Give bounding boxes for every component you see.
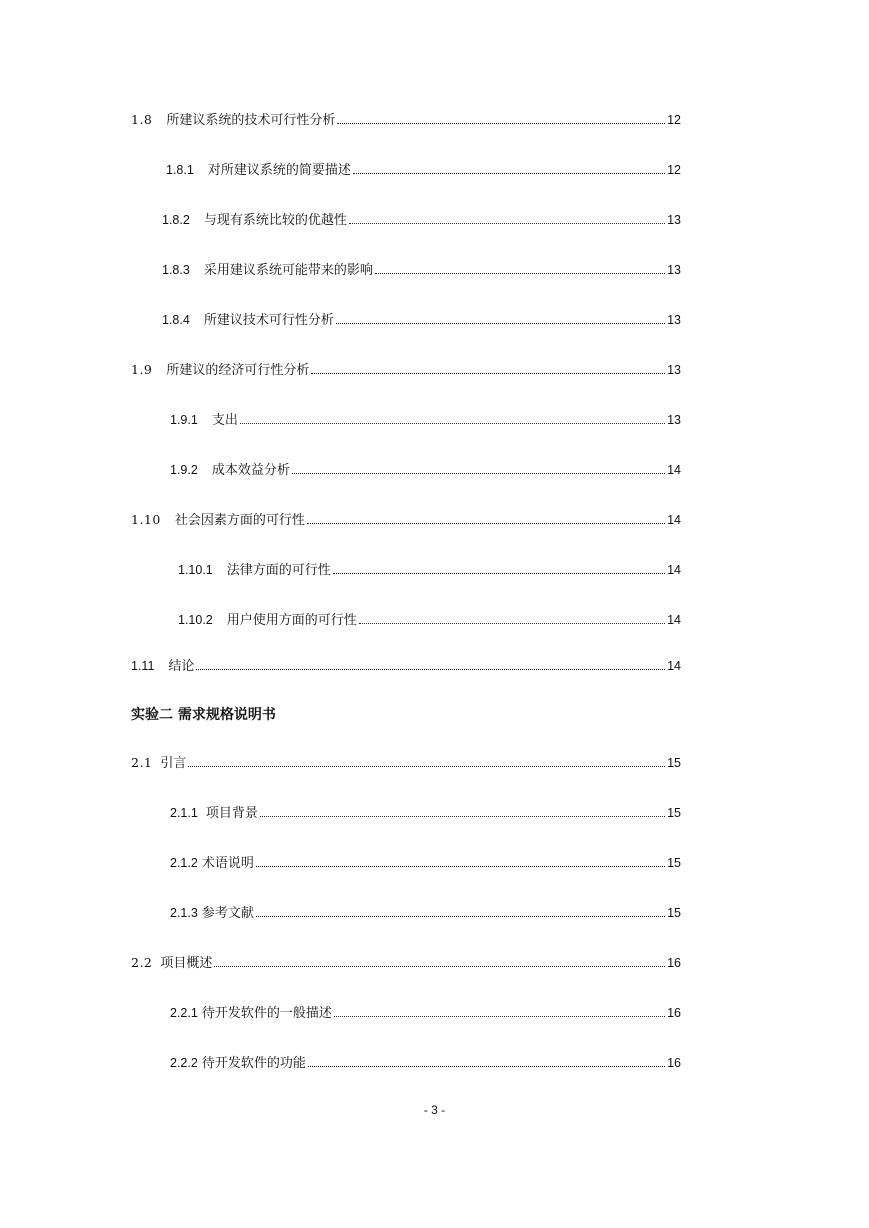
toc-leader-dots xyxy=(353,173,665,174)
toc-number: 1.8 xyxy=(131,112,153,127)
toc-leader-dots xyxy=(336,323,665,324)
toc-entry-2-2-2[interactable] xyxy=(170,1054,681,1073)
toc-title: 引言 xyxy=(160,756,187,771)
toc-number: 1.8.2 xyxy=(162,213,190,227)
toc-leader-dots xyxy=(240,423,665,424)
toc-leader-dots xyxy=(334,1016,665,1017)
toc-page-number: 16 xyxy=(667,956,681,970)
toc-page-number: 14 xyxy=(667,563,681,577)
toc-entry-2-2[interactable] xyxy=(131,954,681,973)
toc-title: 项目背景 xyxy=(205,806,258,821)
toc-title: 待开发软件的功能 xyxy=(201,1056,306,1071)
toc-entry-2-1-1[interactable] xyxy=(170,804,681,823)
toc-number: 1.8.1 xyxy=(166,163,194,177)
toc-title: 用户使用方面的可行性 xyxy=(226,613,357,628)
toc-leader-dots xyxy=(337,123,665,124)
toc-leader-dots xyxy=(292,473,665,474)
toc-number: 1.9.2 xyxy=(170,463,198,477)
toc-title: 社会因素方面的可行性 xyxy=(174,513,305,528)
toc-number: 1.10.1 xyxy=(178,563,213,577)
toc-title: 支出 xyxy=(211,413,238,428)
toc-leader-dots xyxy=(214,966,665,967)
toc-leader-dots xyxy=(196,669,665,670)
toc-entry-1-8-3[interactable] xyxy=(162,261,681,280)
toc-number: 1.9 xyxy=(131,362,153,377)
toc-leader-dots xyxy=(311,373,665,374)
toc-page-number: 15 xyxy=(667,806,681,820)
toc-number: 2.1.1 xyxy=(170,806,198,820)
toc-number: 1.11 xyxy=(131,659,155,673)
toc-leader-dots xyxy=(308,1066,665,1067)
toc-leader-dots xyxy=(375,273,665,274)
toc-page-number: 13 xyxy=(667,363,681,377)
toc-page-number: 12 xyxy=(667,113,681,127)
toc-number: 2.2.2 xyxy=(170,1056,198,1070)
toc-entry-1-8[interactable] xyxy=(131,111,681,130)
toc-entry-1-8-4[interactable] xyxy=(162,311,681,330)
toc-number: 2.2.1 xyxy=(170,1006,198,1020)
toc-title: 所建议的经济可行性分析 xyxy=(166,363,310,378)
page-footer-number: - 3 - xyxy=(423,1103,446,1117)
toc-entry-2-1-3[interactable] xyxy=(170,904,681,923)
toc-title: 成本效益分析 xyxy=(211,463,290,478)
toc-page-number: 14 xyxy=(667,613,681,627)
toc-title: 对所建议系统的简要描述 xyxy=(207,163,351,178)
toc-number: 1.8.4 xyxy=(162,313,190,327)
toc-title: 所建议系统的技术可行性分析 xyxy=(166,113,336,128)
toc-leader-dots xyxy=(333,573,665,574)
toc-title: 结论 xyxy=(168,659,195,674)
toc-entry-2-2-1[interactable] xyxy=(170,1004,681,1023)
toc-leader-dots xyxy=(188,766,665,767)
toc-page-number: 13 xyxy=(667,413,681,427)
toc-title: 采用建议系统可能带来的影响 xyxy=(203,263,373,278)
toc-entry-1-9-1[interactable] xyxy=(170,411,681,430)
toc-page-number: 13 xyxy=(667,313,681,327)
toc-entry-1-10-1[interactable] xyxy=(178,561,681,580)
toc-number: 2.2 xyxy=(131,955,153,970)
toc-title: 术语说明 xyxy=(201,856,254,871)
toc-entry-2-1-2[interactable] xyxy=(170,854,681,873)
toc-leader-dots xyxy=(349,223,665,224)
chapter-heading: 实验二 需求规格说明书 xyxy=(131,707,276,723)
toc-title: 与现有系统比较的优越性 xyxy=(203,213,347,228)
toc-number: 1.8.3 xyxy=(162,263,190,277)
toc-number: 2.1.3 xyxy=(170,906,198,920)
toc-entry-1-9[interactable] xyxy=(131,361,681,380)
toc-number: 2.1.2 xyxy=(170,856,198,870)
toc-leader-dots xyxy=(256,916,665,917)
toc-leader-dots xyxy=(359,623,665,624)
toc-number: 1.9.1 xyxy=(170,413,198,427)
toc-leader-dots xyxy=(260,816,665,817)
toc-page-number: 14 xyxy=(667,463,681,477)
toc-title: 法律方面的可行性 xyxy=(226,563,331,578)
toc-leader-dots xyxy=(307,523,665,524)
toc-number: 2.1 xyxy=(131,755,153,770)
toc-title: 参考文献 xyxy=(201,906,254,921)
toc-title: 项目概述 xyxy=(160,956,213,971)
toc-entry-1-8-2[interactable] xyxy=(162,211,681,230)
toc-number: 1.10 xyxy=(131,512,161,527)
toc-page-number: 15 xyxy=(667,756,681,770)
toc-title: 所建议技术可行性分析 xyxy=(203,313,334,328)
toc-page-number: 13 xyxy=(667,263,681,277)
toc-entry-1-10-2[interactable] xyxy=(178,611,681,630)
toc-page-number: 15 xyxy=(667,906,681,920)
toc-page-number: 16 xyxy=(667,1006,681,1020)
toc-page-number: 14 xyxy=(667,513,681,527)
toc-entry-1-10[interactable] xyxy=(131,511,681,530)
toc-entry-2-1[interactable] xyxy=(131,754,681,773)
toc-number: 1.10.2 xyxy=(178,613,213,627)
toc-entry-1-11[interactable] xyxy=(131,657,681,676)
toc-entry-1-9-2[interactable] xyxy=(170,461,681,480)
toc-page-number: 14 xyxy=(667,659,681,673)
toc-page-number: 15 xyxy=(667,856,681,870)
toc-page-number: 13 xyxy=(667,213,681,227)
toc-title: 待开发软件的一般描述 xyxy=(201,1006,332,1021)
toc-entry-1-8-1[interactable] xyxy=(166,161,681,180)
toc-page-number: 16 xyxy=(667,1056,681,1070)
toc-page-number: 12 xyxy=(667,163,681,177)
toc-leader-dots xyxy=(256,866,665,867)
